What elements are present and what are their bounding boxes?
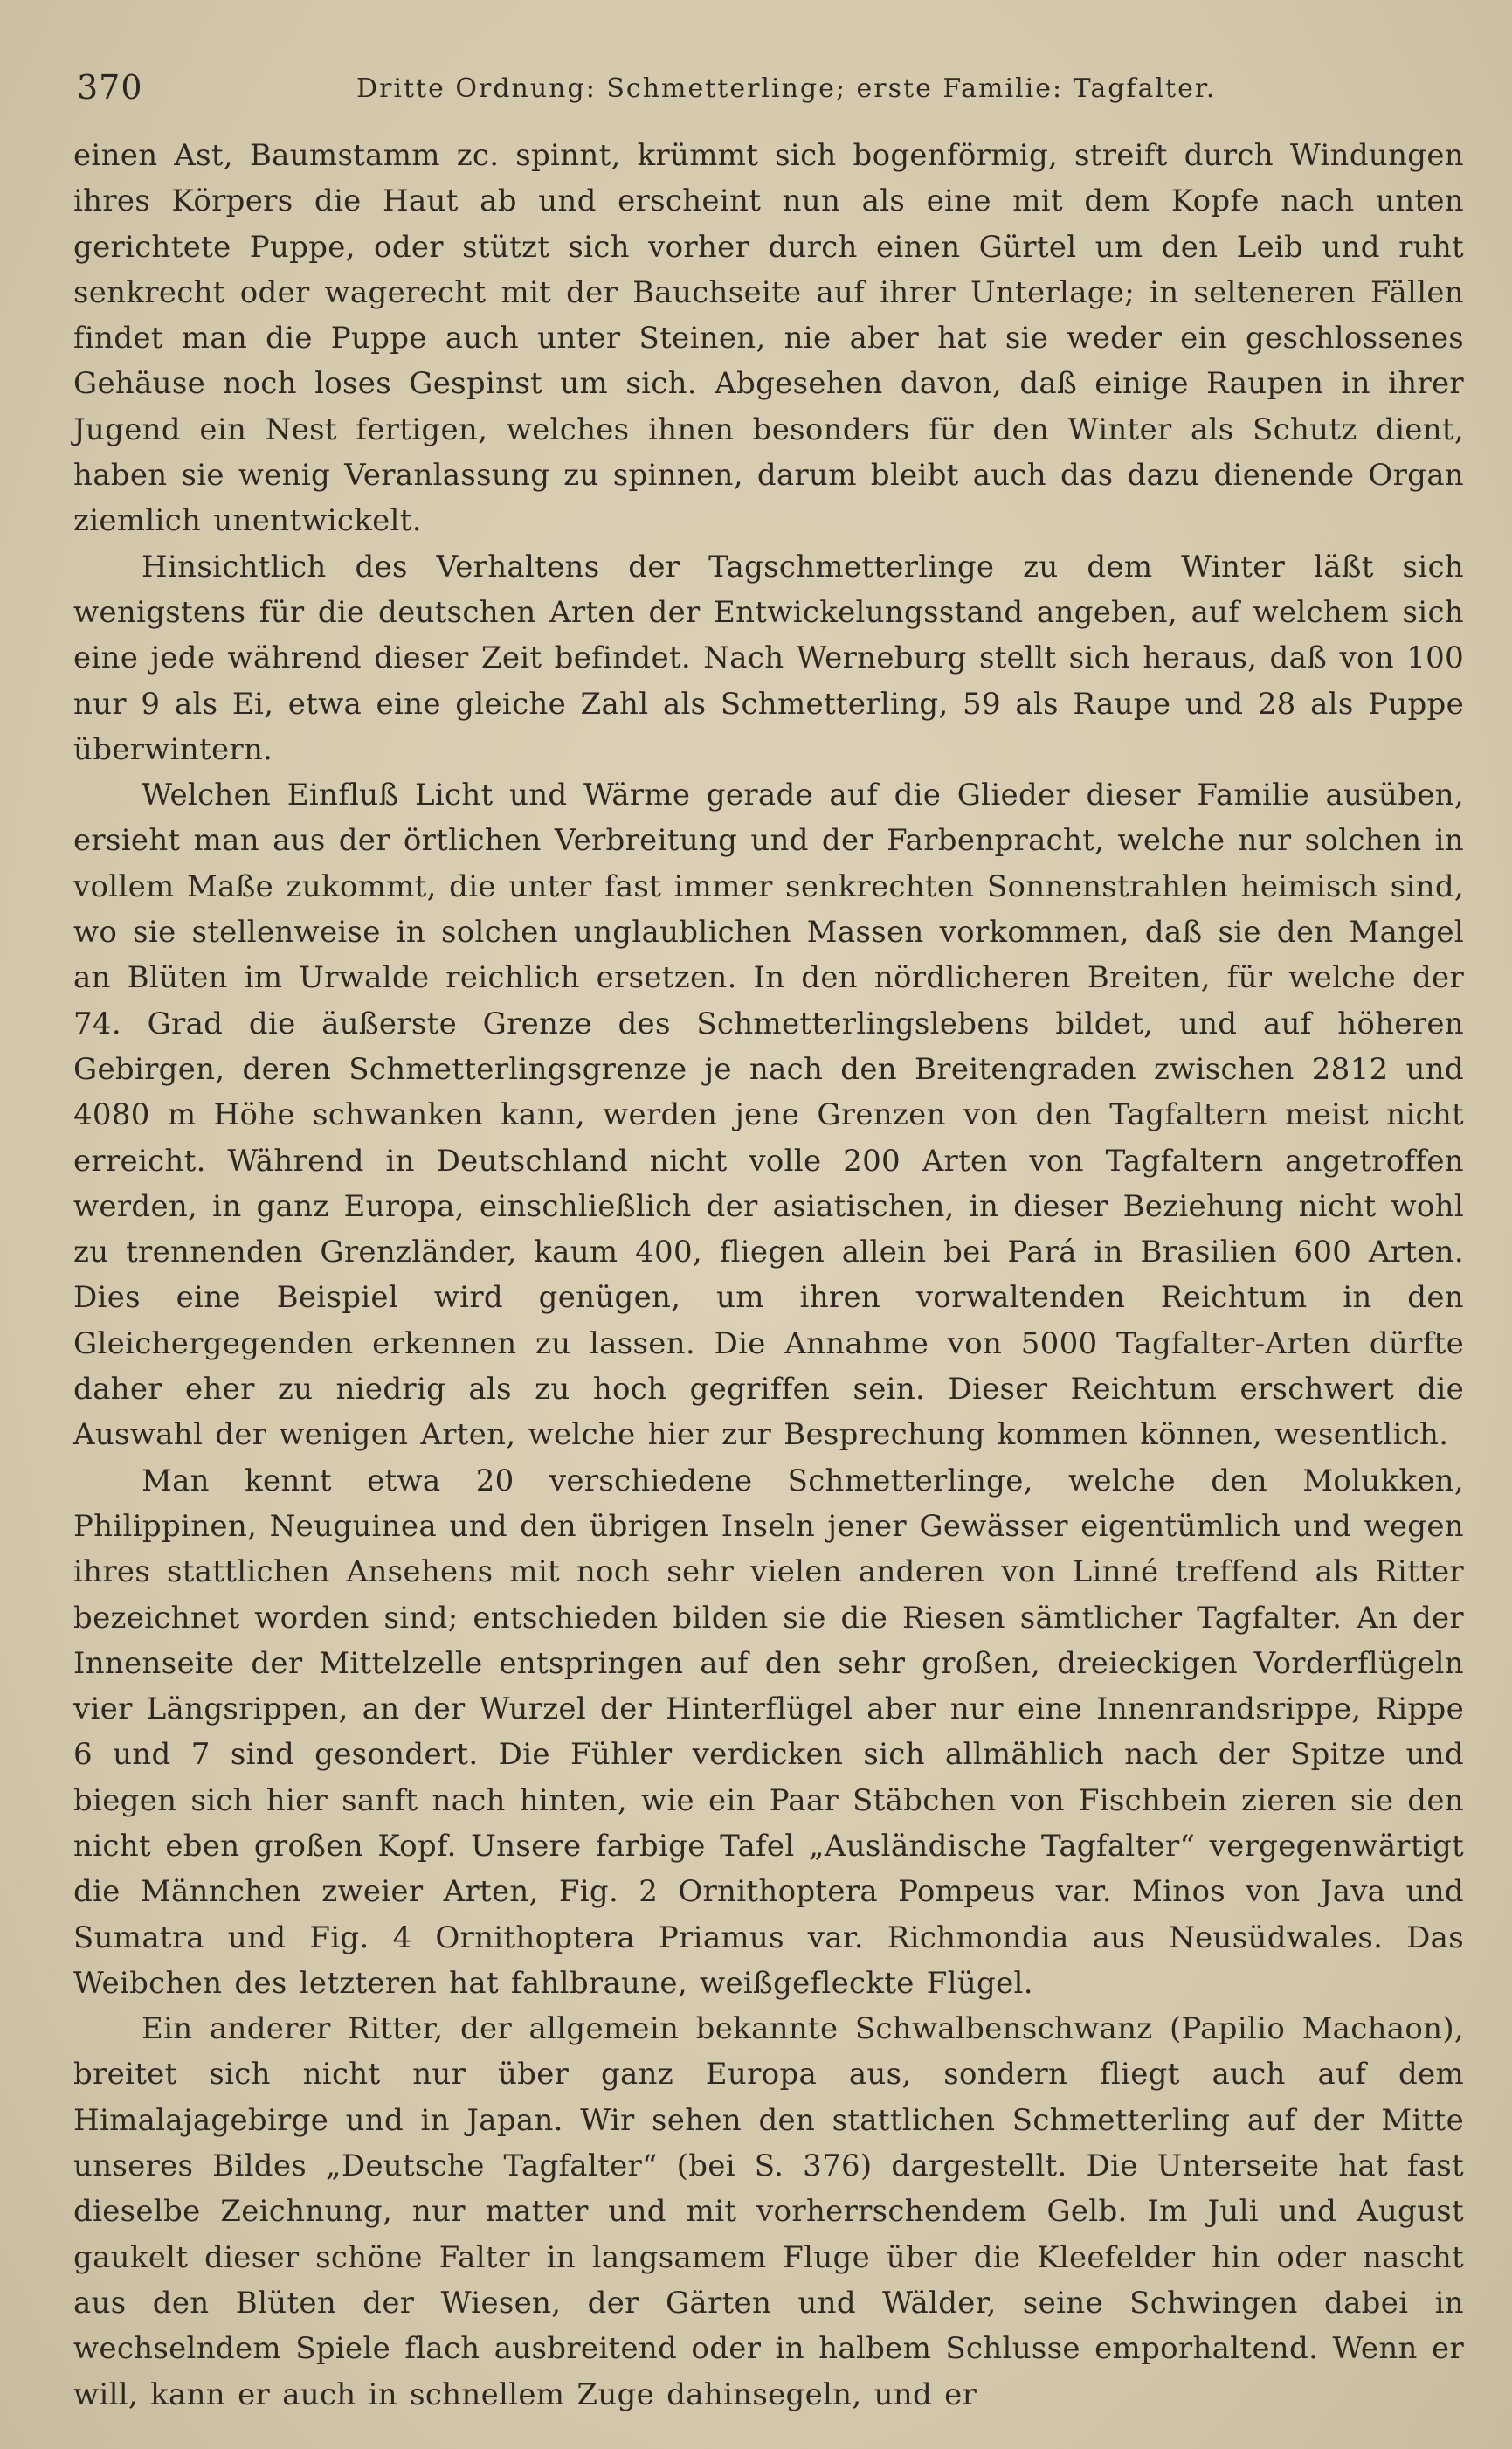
page-number: 370 [77,68,143,107]
paragraph: Man kennt etwa 20 verschiedene Schmetterlinge, welche den Molukken, Philippinen, Neuguinea und den übrigen Inseln jener Gewässer eigentümlich und wegen ihres stattlichen Ansehens mit noch sehr vielen anderen von Linné treffend als Ritter bezeichnet worden sind; entschieden bilden sie die Riesen sämtlicher Tagfalter. An der Innenseite der Mittelzelle entspringen auf den sehr großen, dreieckigen Vorderflügeln vier Längsrippen, an der Wurzel der Hinterflügel aber nur eine Innenrandsrippe, Rippe 6 und 7 sind gesondert. Die Fühler verdicken sich allmählich nach der Spitze und biegen sich hier sanft nach hinten, wie ein Paar Stäbchen von Fischbein zieren sie den nicht eben großen Kopf. Unsere farbige Tafel „Ausländische Tagfalter“ vergegenwärtigt die Männchen zweier Arten, Fig. 2 Ornithoptera Pompeus var. Minos von Java und Sumatra und Fig. 4 Ornithoptera Priamus var. Richmondia aus Neusüdwales. Das Weibchen des letzteren hat fahlbraune, weißgefleckte Flügel. [73,1463,1464,2001]
paragraph: einen Ast, Baumstamm zc. spinnt, krümmt sich bogenförmig, streift durch Windungen ihres Körpers die Haut ab und erscheint nun als eine mit dem Kopfe nach unten gerichtete Puppe, oder stützt sich vorher durch einen Gürtel um den Leib und ruht senkrecht oder wagerecht mit der Bauchseite auf ihrer Unterlage; in selteneren Fällen findet man die Puppe auch unter Steinen, nie aber hat sie weder ein geschlossenes Gehäuse noch loses Gespinst um sich. Abgesehen davon, daß einige Raupen in ihrer Jugend ein Nest fertigen, welches ihnen besonders für den Winter als Schutz dient, haben sie wenig Veranlassung zu spinnen, darum bleibt auch das dazu dienende Organ ziemlich unentwickelt. [73,138,1464,539]
running-title: Dritte Ordnung: Schmetterlinge; erste Familie: Tagfalter. [356,73,1217,104]
body-text [73,133,1464,2418]
paragraph: Welchen Einfluß Licht und Wärme gerade auf die Glieder dieser Familie ausüben, ersieht man aus der örtlichen Verbreitung und der Farbenpracht, welche nur solchen in vollem Maße zukommt, die unter fast immer senkrechten Sonnenstrahlen heimisch sind, wo sie stellenweise in solchen unglaublichen Massen vorkommen, daß sie den Mangel an Blüten im Urwalde reichlich ersetzen. In den nördlicheren Breiten, für welche der 74. Grad die äußerste Grenze des Schmetterlingslebens bildet, und auf höheren Gebirgen, deren Schmetterlingsgrenze je nach den Breitengraden zwischen 2812 und 4080 m Höhe schwanken kann, werden jene Grenzen von den Tagfaltern meist nicht erreicht. Während in Deutschland nicht volle 200 Arten von Tagfaltern angetroffen werden, in ganz Europa, einschließlich der asiatischen, in dieser Beziehung nicht wohl zu trennenden Grenzländer, kaum 400, fliegen allein bei Pará in Brasilien 600 Arten. Dies eine Beispiel wird genügen, um ihren vorwaltenden Reichtum in den Gleichergegenden erkennen zu lassen. Die Annahme von 5000 Tagfalter-Arten dürfte daher eher zu niedrig als zu hoch gegriffen sein. Dieser Reichtum erschwert die Auswahl der wenigen Arten, welche hier zur Besprechung kommen können, wesentlich. [73,778,1464,1453]
page-header [77,61,1457,107]
paragraph: Hinsichtlich des Verhaltens der Tagschmetterlinge zu dem Winter läßt sich wenigstens für die deutschen Arten der Entwickelungsstand angeben, auf welchem sich eine jede während dieser Zeit befindet. Nach Werneburg stellt sich heraus, daß von 100 nur 9 als Ei, etwa eine gleiche Zahl als Schmetterling, 59 als Raupe und 28 als Puppe überwintern. [73,549,1464,767]
paragraph: Ein anderer Ritter, der allgemein bekannte Schwalbenschwanz (Papilio Machaon), breitet sich nicht nur über ganz Europa aus, sondern fliegt auch auf dem Himalajagebirge und in Japan. Wir sehen den stattlichen Schmetterling auf der Mitte unseres Bildes „Deutsche Tagfalter“ (bei S. 376) dargestellt. Die Unterseite hat fast dieselbe Zeichnung, nur matter und mit vorherrschendem Gelb. Im Juli und August gaukelt dieser schöne Falter in langsamem Fluge über die Kleefelder hin oder nascht aus den Blüten der Wiesen, der Gärten und Wälder, seine Schwingen dabei in wechselndem Spiele flach ausbreitend oder in halbem Schlusse emporhaltend. Wenn er will, kann er auch in schnellem Zuge dahinsegeln, und er [73,2011,1464,2412]
